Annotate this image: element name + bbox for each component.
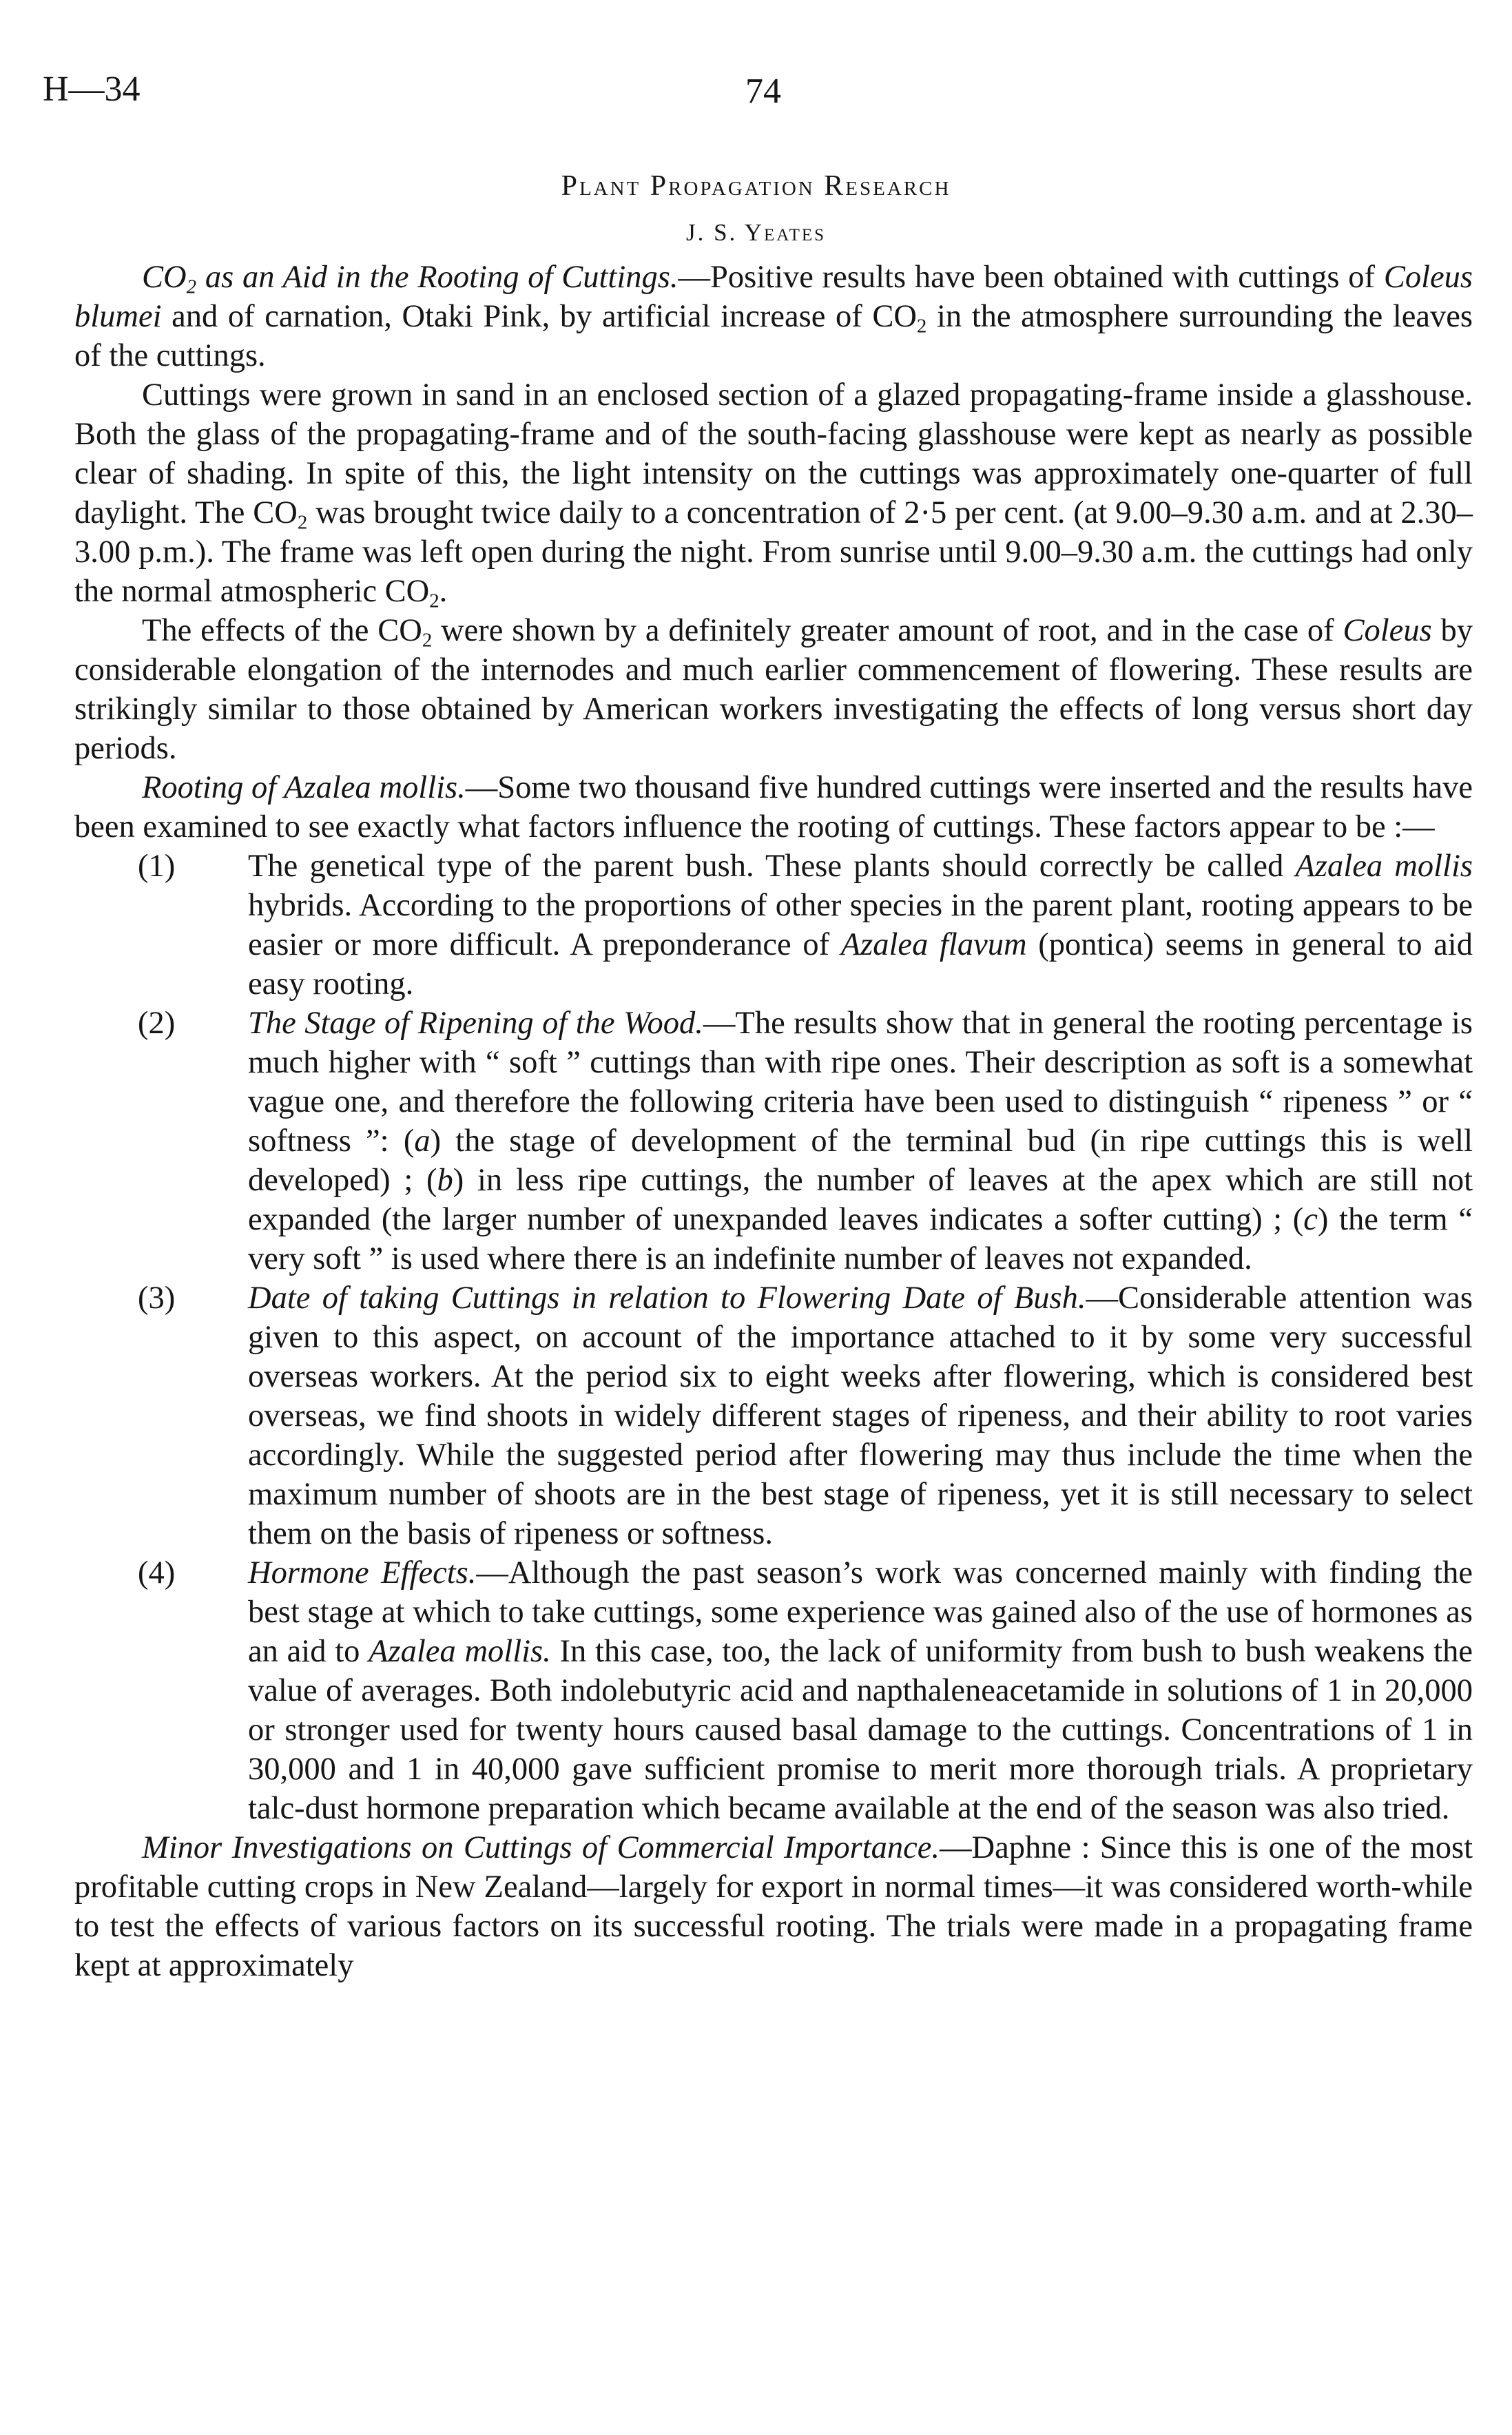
factor-item-1: (1) The genetical type of the parent bush. These plants should correctly be called Azalea mollis hybrids. According to the proportions of other species in the parent plant, rooting appears to be easier or more difficult. A preponderance of Azalea flavum (pontica) seems in general to aid easy rooting. <box>74 847 1473 1004</box>
co2-heading: $CO_2$ as an Aid in the Rooting of Cuttings. <box>142 260 679 298</box>
co2-paragraph-2: Cuttings were grown in sand in an enclosed section of a glazed propagating-frame inside a glasshouse. Both the glass of the propagating-frame and of the south-facing glasshouse were kept as nearly as possible clear of shading. In spite of this, the light intensity on the cuttings was approximately one-quarter of full daylight. The $CO_2$ was brought twice daily to a concentration of 2·5 per cent. (at 9.00–9.30 a.m. and at 2.30–3.00 p.m.). The frame was left open during the night. From sunrise until 9.00–9.30 a.m. the cuttings had only the normal atmospheric $CO_2$. <box>74 377 1473 612</box>
page-number: 74 <box>745 72 781 111</box>
azalea-intro-paragraph: Rooting of Azalea mollis.—Some two thousand five hundred cuttings were inserted and the results have been examined to see exactly what factors influence the rooting of cuttings. These factors appear to be :— <box>74 770 1473 845</box>
page-title: Plant Propagation Research <box>561 170 951 202</box>
item-number: (2) <box>138 1006 176 1041</box>
item-number: (1) <box>138 849 176 884</box>
author-name: J. S. Yeates <box>685 219 827 246</box>
series-number: H—34 <box>43 70 141 109</box>
factor-item-3: (3) Date of taking Cuttings in relation to Flowering Date of Bush.—Considerable attention was given to this aspect, on account of the importance attached to it by some very successful overseas workers. At the period six to eight weeks after flowering, which is considered best overseas, we find shoots in widely different stages of ripeness, and their ability to root varies accordingly. While the suggested period after flowering may thus include the time when the maximum number of shoots are in the best stage of ripeness, yet it is still necessary to select them on the basis of ripeness or softness. <box>74 1278 1473 1553</box>
factor-item-2: (2) The Stage of Ripening of the Wood.—The results show that in general the rooting percentage is much higher with “ soft ” cuttings than with ripe ones. Their description as soft is a somewhat vague one, and therefore the following criteria have been used to distinguish “ ripeness ” or “ softness ”: (a) the stage of development of the terminal bud (in ripe cuttings this is well developed) ; (b) in less ripe cuttings, the number of leaves at the apex which are still not expanded (the larger number of unexpanded leaves indicates a softer cutting) ; (c) the term “ very soft ” is used where there is an indefinite number of leaves not expanded. <box>74 1004 1473 1278</box>
co2-paragraph-1: $CO_2$ as an Aid in the Rooting of Cuttings.—Positive results have been obtained with cuttings of Coleus blumei and of carnation, Otaki Pink, by artificial increase of $CO_2$ in the atmosphere surrounding the leaves of the cuttings. <box>74 260 1473 373</box>
item-number: (3) <box>138 1281 176 1316</box>
article-body <box>74 258 1473 1985</box>
minor-heading: Minor Investigations on Cuttings of Commercial Importance. <box>142 1830 940 1865</box>
azalea-heading: Rooting of Azalea mollis. <box>142 770 466 805</box>
minor-investigations-paragraph: Minor Investigations on Cuttings of Commercial Importance.—Daphne : Since this is one of the most profitable cutting crops in New Zealand—largely for export in normal times—it was considered worth-while to test the effects of various factors on its successful rooting. The trials were made in a propagating frame kept at approximately <box>74 1830 1473 1983</box>
item-number: (4) <box>138 1555 176 1590</box>
factor-item-4: (4) Hormone Effects.—Although the past season’s work was concerned mainly with finding the best stage at which to take cuttings, some experience was gained also of the use of hormones as an aid to Azalea mollis. In this case, too, the lack of uniformity from bush to bush weakens the value of averages. Both indolebutyric acid and napthaleneacetamide in solutions of 1 in 20,000 or stronger used for twenty hours caused basal damage to the cuttings. Concentrations of 1 in 30,000 and 1 in 40,000 gave sufficient promise to merit more thorough trials. A proprietary talc-dust hormone preparation which became available at the end of the season was also tried. <box>74 1553 1473 1828</box>
co2-paragraph-3: The effects of the $CO_2$ were shown by a definitely greater amount of root, and in the case of Coleus by considerable elongation of the internodes and much earlier commencement of flowering. These results are strikingly similar to those obtained by American workers investigating the effects of long versus short day periods. <box>74 613 1473 766</box>
